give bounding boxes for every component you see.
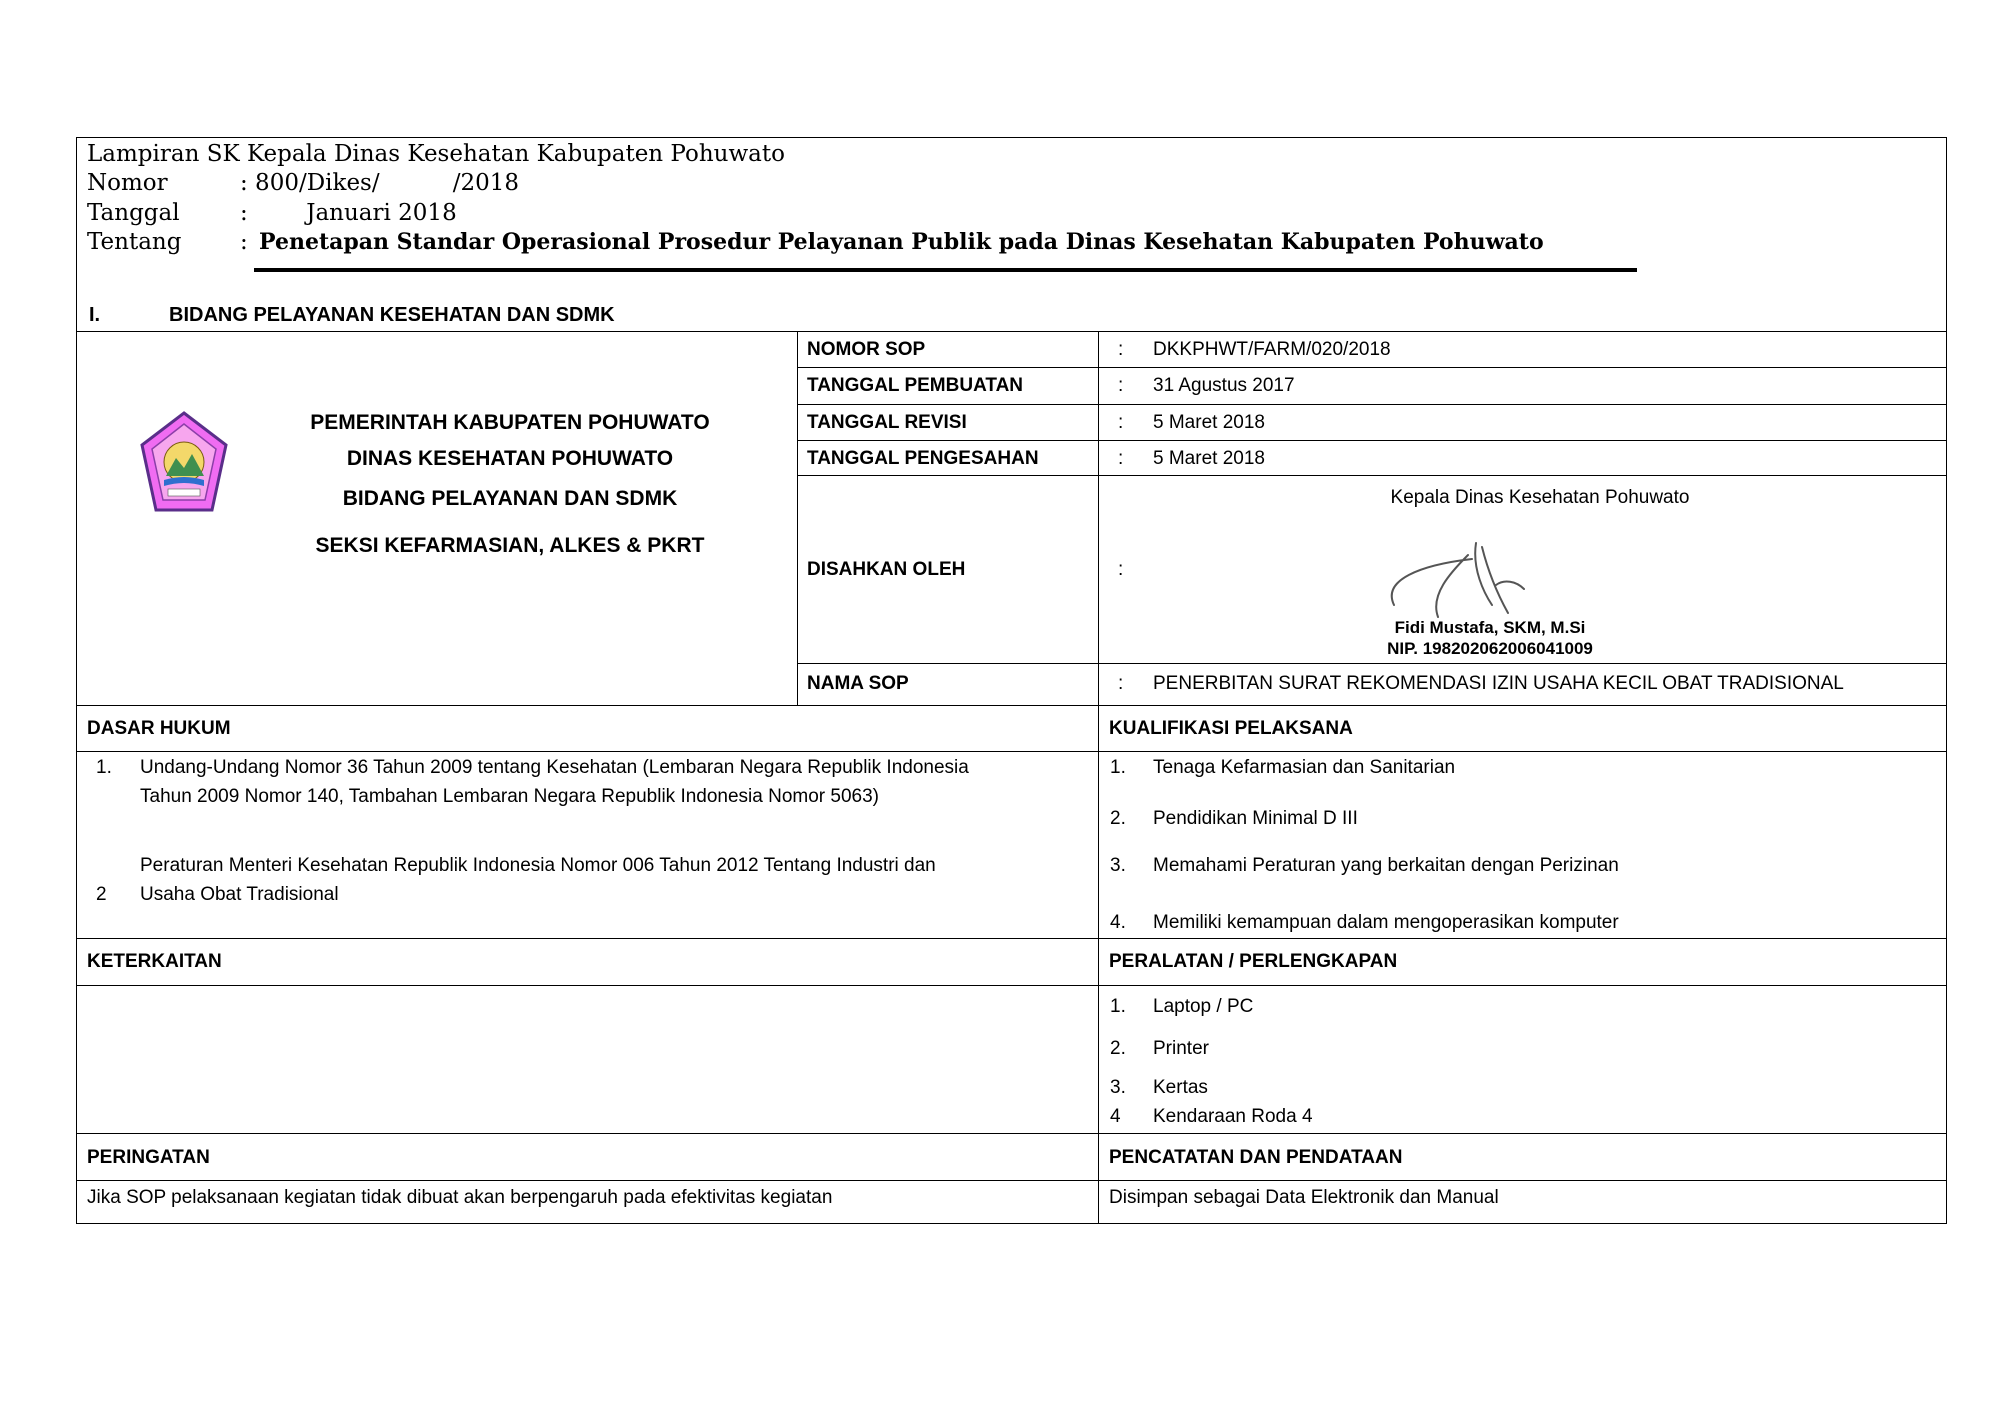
pencatatan-text: Disimpan sebagai Data Elektronik dan Manual — [1109, 1187, 1499, 1208]
dasar-hukum-num-1: 1. — [96, 757, 112, 778]
tanggal-value: : Januari 2018 — [240, 200, 457, 226]
org-line-2: DINAS KESEHATAN POHUWATO — [346, 447, 674, 470]
kualifikasi-item-2: Pendidikan Minimal D III — [1153, 808, 1358, 829]
nama-sop-colon: : — [1118, 673, 1124, 694]
tentang-colon: : — [240, 229, 248, 255]
pencatatan-title: PENCATATAN DAN PENDATAAN — [1109, 1147, 1403, 1168]
section-number: I. — [89, 304, 101, 326]
peralatan-num-4: 4 — [1110, 1106, 1121, 1127]
tgl-pembuatan-value: 31 Agustus 2017 — [1153, 375, 1295, 396]
lampiran-line: Lampiran SK Kepala Dinas Kesehatan Kabupaten Pohuwato — [87, 141, 785, 167]
peringatan-text: Jika SOP pelaksanaan kegiatan tidak dibuat akan berpengaruh pada efektivitas kegiatan — [87, 1187, 833, 1208]
tgl-pengesahan-label: TANGGAL PENGESAHAN — [807, 448, 1039, 469]
nomor-sop-colon: : — [1118, 339, 1124, 360]
nomor-sop-value: DKKPHWT/FARM/020/2018 — [1153, 339, 1391, 360]
frame-top — [76, 137, 1947, 138]
tentang-value: Penetapan Standar Operasional Prosedur Pelayanan Publik pada Dinas Kesehatan Kabupaten Pohuwato — [259, 229, 1544, 255]
nomor-label: Nomor — [87, 170, 168, 196]
peralatan-num-1: 1. — [1110, 996, 1126, 1017]
dasar-hukum-title: DASAR HUKUM — [87, 718, 231, 739]
tgl-pembuatan-colon: : — [1118, 375, 1124, 396]
signer-nip: NIP. 198202062006041009 — [1387, 639, 1593, 658]
tgl-revisi-label: TANGGAL REVISI — [807, 412, 967, 433]
kualifikasi-item-4: Memiliki kemampuan dalam mengoperasikan komputer — [1153, 912, 1619, 933]
signer-name: Fidi Mustafa, SKM, M.Si — [1394, 618, 1586, 637]
org-line-1: PEMERINTAH KABUPATEN POHUWATO — [310, 411, 710, 434]
kualifikasi-num-3: 3. — [1110, 855, 1126, 876]
keterkaitan-title: KETERKAITAN — [87, 951, 222, 972]
org-line-4: SEKSI KEFARMASIAN, ALKES & PKRT — [315, 534, 705, 557]
kualifikasi-num-2: 2. — [1110, 808, 1126, 829]
kualifikasi-item-3: Memahami Peraturan yang berkaitan dengan Perizinan — [1153, 855, 1619, 876]
frame-right — [1946, 137, 1947, 1224]
nama-sop-label: NAMA SOP — [807, 673, 909, 694]
kualifikasi-num-4: 4. — [1110, 912, 1126, 933]
peralatan-item-3: Kertas — [1153, 1077, 1208, 1098]
kualifikasi-num-1: 1. — [1110, 757, 1126, 778]
dasar-hukum-item-1-line-2: Tahun 2009 Nomor 140, Tambahan Lembaran Negara Republik Indonesia Nomor 5063) — [140, 786, 880, 807]
org-line-3: BIDANG PELAYANAN DAN SDMK — [342, 487, 678, 510]
tanggal-label: Tanggal — [87, 200, 180, 226]
dasar-hukum-item-2-line-1: Peraturan Menteri Kesehatan Republik Indonesia Nomor 006 Tahun 2012 Tentang Industri dan — [140, 855, 936, 876]
dasar-hukum-item-1-line-1: Undang-Undang Nomor 36 Tahun 2009 tentang Kesehatan (Lembaran Negara Republik Indonesia — [140, 757, 969, 778]
title-underline — [254, 268, 1637, 272]
header-table-top — [76, 331, 1947, 332]
nomor-sop-label: NOMOR SOP — [807, 339, 926, 360]
peralatan-title: PERALATAN / PERLENGKAPAN — [1109, 951, 1398, 972]
tgl-pembuatan-label: TANGGAL PEMBUATAN — [807, 375, 1024, 396]
signature-image — [1380, 525, 1580, 625]
peralatan-num-2: 2. — [1110, 1038, 1126, 1059]
peralatan-item-4: Kendaraan Roda 4 — [1153, 1106, 1313, 1127]
disahkan-label: DISAHKAN OLEH — [807, 559, 966, 580]
section-title: BIDANG PELAYANAN KESEHATAN DAN SDMK — [169, 304, 615, 326]
frame-left — [76, 137, 77, 1224]
tgl-revisi-colon: : — [1118, 412, 1124, 433]
peralatan-num-3: 3. — [1110, 1077, 1126, 1098]
disahkan-colon: : — [1118, 559, 1124, 580]
nomor-value: : 800/Dikes/ /2018 — [240, 170, 519, 196]
tentang-label: Tentang — [87, 229, 182, 255]
peringatan-title: PERINGATAN — [87, 1147, 210, 1168]
kualifikasi-title: KUALIFIKASI PELAKSANA — [1109, 718, 1353, 739]
tgl-revisi-value: 5 Maret 2018 — [1153, 412, 1265, 433]
dasar-hukum-item-2-line-2: Usaha Obat Tradisional — [140, 884, 339, 905]
frame-bottom — [76, 1223, 1947, 1224]
signer-title: Kepala Dinas Kesehatan Pohuwato — [1390, 487, 1690, 508]
nama-sop-value: PENERBITAN SURAT REKOMENDASI IZIN USAHA KECIL OBAT TRADISIONAL — [1153, 673, 1844, 694]
tgl-pengesahan-colon: : — [1118, 448, 1124, 469]
tgl-pengesahan-value: 5 Maret 2018 — [1153, 448, 1265, 469]
peralatan-item-2: Printer — [1153, 1038, 1209, 1059]
pohuwato-crest-icon — [138, 410, 230, 514]
kualifikasi-item-1: Tenaga Kefarmasian dan Sanitarian — [1153, 757, 1456, 778]
peralatan-item-1: Laptop / PC — [1153, 996, 1254, 1017]
dasar-hukum-num-2: 2 — [96, 884, 107, 905]
